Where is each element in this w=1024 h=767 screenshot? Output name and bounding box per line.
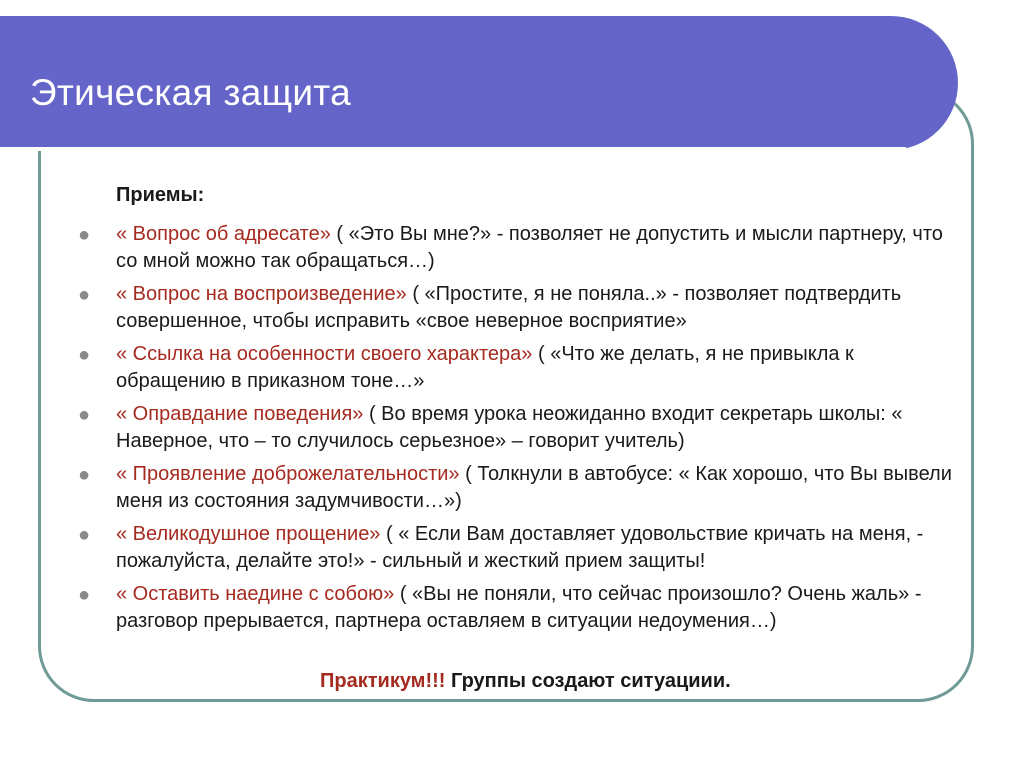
technique-term: « Оправдание поведения» — [116, 402, 364, 425]
list-item — [78, 581, 958, 636]
title-bar — [0, 16, 958, 150]
title-underline — [0, 147, 906, 151]
technique-text: ( Толкнули в автобусе: « Как хорошо, что Вы вывели меня из состояния задумчивости…») — [116, 462, 952, 512]
technique-text: ( Во время урока неожиданно входит секретарь школы: « Наверное, что – то случилось серьезное» – говорит учитель) — [116, 402, 903, 452]
technique-term: « Вопрос об адресате» — [116, 222, 331, 245]
technique-text: ( «Это Вы мне?» - позволяет не допустить и мысли партнеру, что со мной можно так обращаться…) — [116, 222, 943, 272]
technique-text: ( «Простите, я не поняла..» - позволяет подтвердить совершенное, чтобы исправить «свое неверное восприятие» — [116, 282, 902, 332]
list-item — [78, 221, 958, 276]
bullet-icon: ● — [78, 523, 91, 546]
list-item — [78, 281, 958, 336]
technique-list — [78, 221, 958, 636]
bullet-icon: ● — [78, 463, 91, 486]
slide-title: Этическая защита — [30, 72, 352, 113]
technique-text: ( «Что же делать, я не привыкла к обращению в приказном тоне…» — [116, 342, 854, 392]
technique-text: ( «Вы не поняли, что сейчас произошло? Очень жаль» - разговор прерывается, партнера оставляем в ситуации недоумения…) — [116, 582, 922, 632]
practicum-note — [320, 670, 731, 693]
bullet-icon: ● — [78, 583, 91, 606]
technique-term: « Великодушное прощение» — [116, 522, 381, 545]
technique-term: « Ссылка на особенности своего характера» — [116, 342, 533, 365]
list-item — [78, 401, 958, 456]
practicum-label: Практикум!!! — [320, 670, 446, 692]
list-item — [78, 521, 958, 576]
bullet-icon: ● — [78, 343, 91, 366]
technique-text: ( « Если Вам доставляет удовольствие кричать на меня, - пожалуйста, делайте это!» - сильный и жесткий прием защиты! — [116, 522, 924, 572]
list-heading: Приемы: — [116, 184, 205, 206]
bullet-icon: ● — [78, 283, 91, 306]
bullet-icon: ● — [78, 223, 91, 246]
technique-term: « Проявление доброжелательности» — [116, 462, 460, 485]
slide-content — [78, 182, 958, 641]
technique-term: « Вопрос на воспроизведение» — [116, 282, 407, 305]
practicum-text: Группы создают ситуациии. — [445, 670, 731, 692]
bullet-icon: ● — [78, 403, 91, 426]
technique-term: « Оставить наедине с собою» — [116, 582, 395, 605]
list-item — [78, 341, 958, 396]
list-item — [78, 461, 958, 516]
